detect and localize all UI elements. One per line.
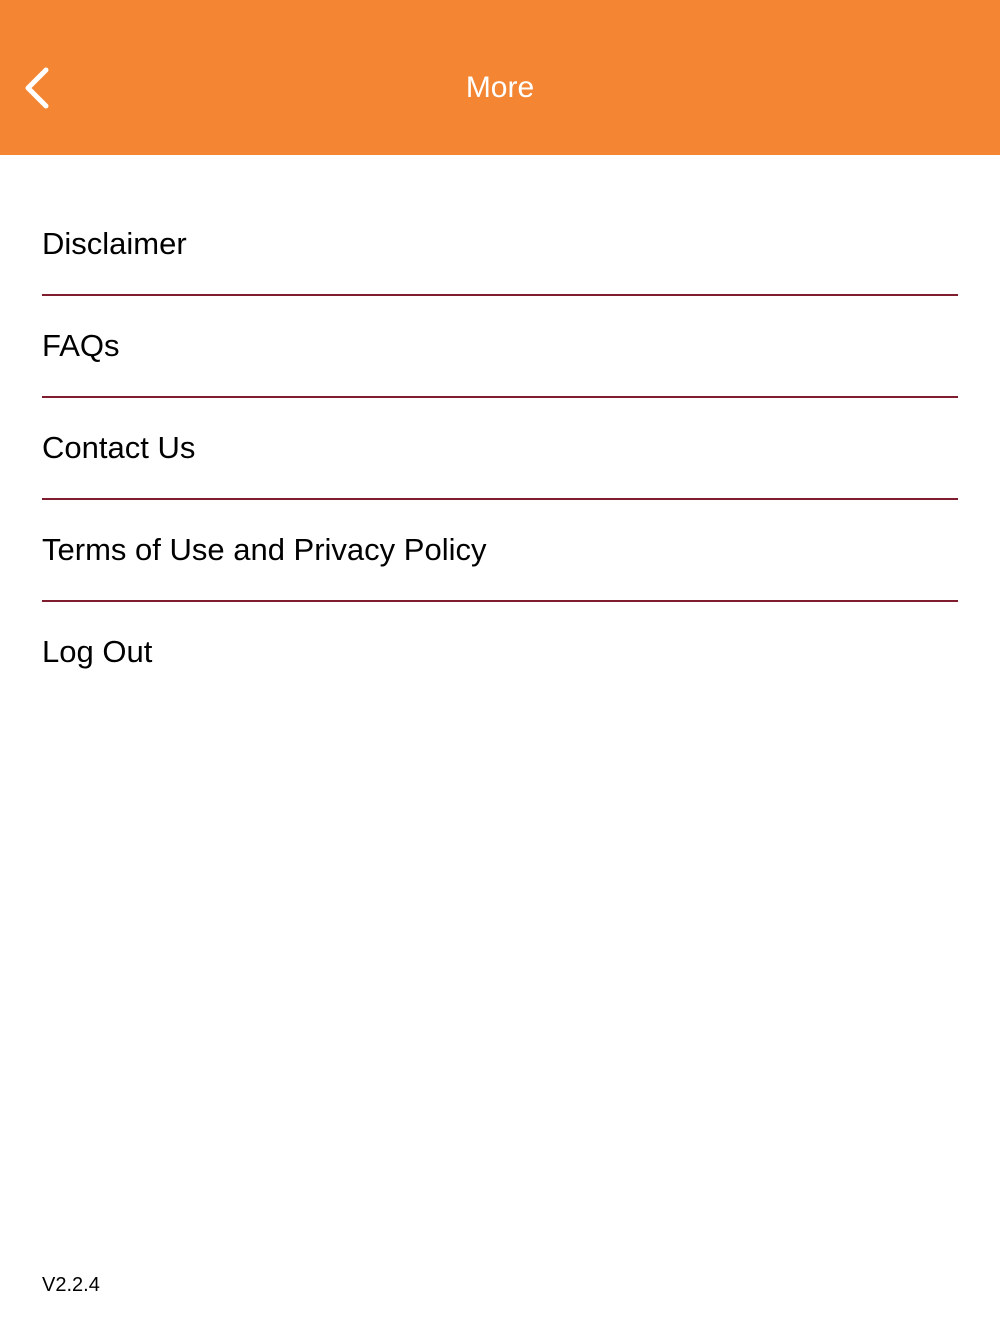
menu-item-label: Terms of Use and Privacy Policy xyxy=(42,532,487,567)
menu-item-disclaimer[interactable] xyxy=(42,194,958,296)
menu-item-log-out[interactable] xyxy=(42,602,958,702)
menu-item-label: Disclaimer xyxy=(42,226,187,261)
menu-item-label: FAQs xyxy=(42,328,120,363)
version-label: V2.2.4 xyxy=(42,1274,100,1296)
menu-item-faqs[interactable] xyxy=(42,296,958,398)
menu-item-contact-us[interactable] xyxy=(42,398,958,500)
menu-item-terms-privacy[interactable] xyxy=(42,500,958,602)
menu-item-label: Log Out xyxy=(42,634,153,669)
more-menu xyxy=(42,194,958,702)
app-header xyxy=(0,0,1000,155)
page-title: More xyxy=(465,71,535,104)
menu-item-label: Contact Us xyxy=(42,430,196,465)
